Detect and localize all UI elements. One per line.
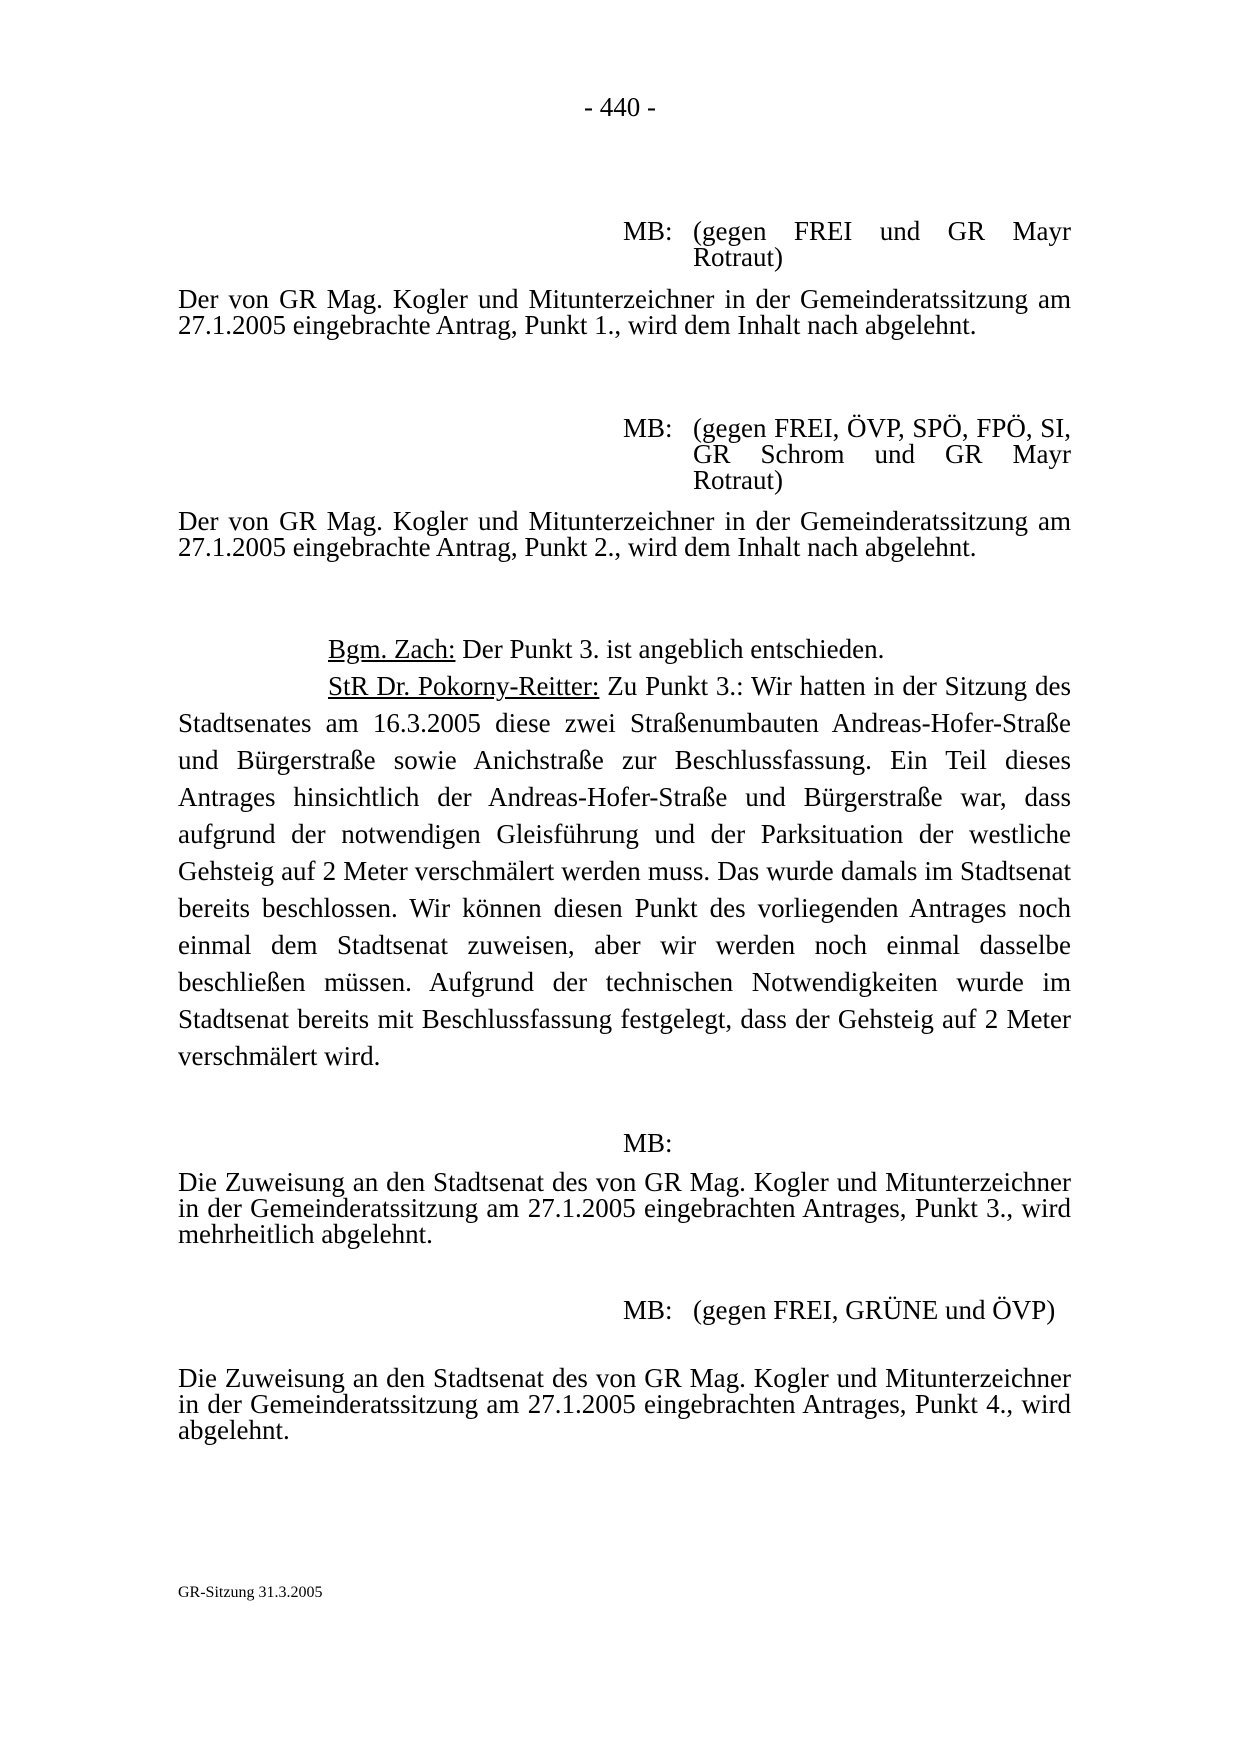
mb-label: MB: xyxy=(623,1295,673,1325)
vote-against: (gegen FREI und GR Mayr Rotraut) xyxy=(693,216,1071,272)
speech-text: Der Punkt 3. ist angeblich entschieden. xyxy=(455,634,885,664)
decision-text-2: Der von GR Mag. Kogler und Mitunterzeichner in der Gemeinderatssitzung am 27.1.2005 eingebrachte Antrag, Punkt 2., wird dem Inhalt nach abgelehnt. xyxy=(178,506,1071,562)
vote-against: (gegen FREI, GRÜNE und ÖVP) xyxy=(693,1295,1056,1325)
decision-text-3: Die Zuweisung an den Stadtsenat des von GR Mag. Kogler und Mitunterzeichner in der Gemeinderatssitzung am 27.1.2005 eingebrachten Antrages, Punkt 3., wird mehrheitlich abgelehnt. xyxy=(178,1167,1071,1249)
page-number: - 440 - xyxy=(584,92,656,122)
decision-text-4: Die Zuweisung an den Stadtsenat des von GR Mag. Kogler und Mitunterzeichner in der Gemeinderatssitzung am 27.1.2005 eingebrachten Antrages, Punkt 4., wird abgelehnt. xyxy=(178,1363,1071,1445)
mb-label: MB: xyxy=(623,1128,673,1158)
majority-decision-2 xyxy=(623,415,1071,493)
vote-against: (gegen FREI, ÖVP, SPÖ, FPÖ, SI, GR Schrom und GR Mayr Rotraut) xyxy=(693,413,1071,495)
speaker-name: Bgm. Zach: xyxy=(328,634,456,664)
page-footer: GR-Sitzung 31.3.2005 xyxy=(178,1584,323,1601)
speech-text: Zu Punkt 3.: Wir hatten in der Sitzung des Stadtsenates am 16.3.2005 diese zwei Straßenumbauten Andreas-Hofer-Straße und Bürgerstraße sowie Anichstraße zur Beschlussfassung. Ein Teil dieses Antrages hinsichtlich der Andreas-Hofer-Straße und Bürgerstraße war, dass aufgrund der notwendigen Gleisführung und der Parksituation der westliche Gehsteig auf 2 Meter verschmälert werden muss. Das wurde damals im Stadtsenat bereits beschlossen. Wir können diesen Punkt des vorliegenden Antrages noch einmal dem Stadtsenat zuweisen, aber wir werden noch einmal dasselbe beschließen müssen. Aufgrund der technischen Notwendigkeiten wurde im Stadtsenat bereits mit Beschlussfassung festgelegt, dass der Gehsteig auf 2 Meter verschmälert wird. xyxy=(178,671,1071,1071)
mb-label: MB: xyxy=(623,413,673,443)
speech-block xyxy=(178,631,1071,1075)
majority-decision-1 xyxy=(623,218,1071,270)
vote-against xyxy=(693,1130,1071,1156)
decision-text-1: Der von GR Mag. Kogler und Mitunterzeichner in der Gemeinderatssitzung am 27.1.2005 eingebrachte Antrag, Punkt 1., wird dem Inhalt nach abgelehnt. xyxy=(178,284,1071,340)
speech-paragraph-1 xyxy=(178,631,1071,668)
mb-label: MB: xyxy=(623,216,673,246)
speech-paragraph-2 xyxy=(178,668,1071,1075)
majority-decision-4 xyxy=(623,1297,1071,1323)
majority-decision-3 xyxy=(623,1130,1071,1156)
speaker-name: StR Dr. Pokorny-Reitter: xyxy=(328,671,600,701)
